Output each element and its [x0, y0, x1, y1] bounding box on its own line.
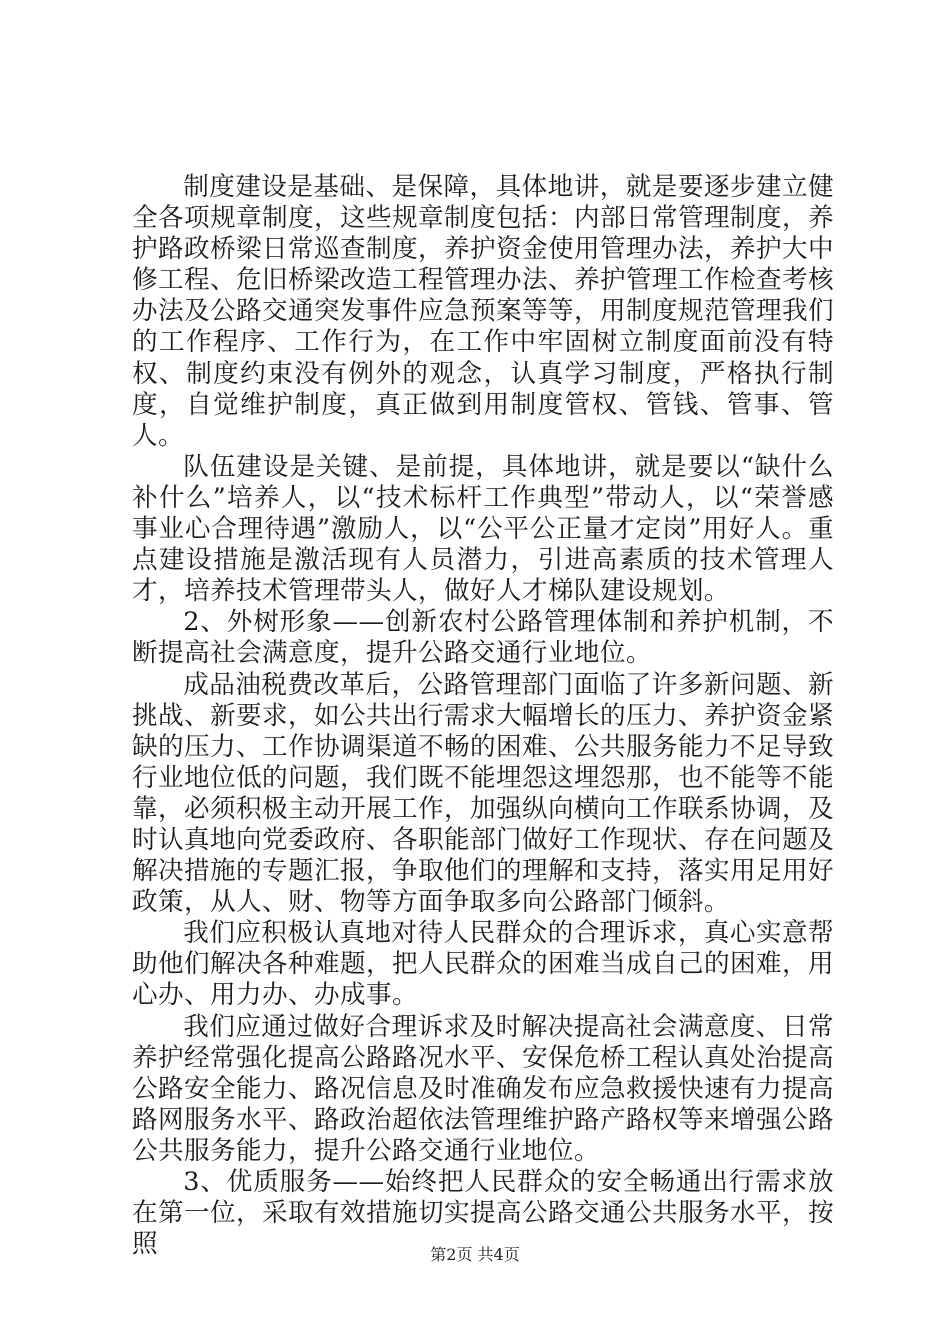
page-number-footer: 第2页 共4页 [430, 1245, 520, 1264]
paragraph-public-demands: 我们应积极认真地对待人民群众的合理诉求，真心实意帮助他们解决各种难题，把人民群众的困难当成自己的困难，用心办、用力办、办成事。 [132, 918, 834, 1011]
paragraph-public-service-capacity: 我们应通过做好合理诉求及时解决提高社会满意度、日常养护经常强化提高公路路况水平、安保危桥工程认真处治提高公路安全能力、路况信息及时准确发布应急救援快速有力提高路网服务水平、路政治超依法管理维护路产路权等来增强公路公共服务能力，提升公路交通行业地位。 [132, 1011, 834, 1166]
paragraph-institution-building: 制度建设是基础、是保障，具体地讲，就是要逐步建立健全各项规章制度，这些规章制度包括：内部日常管理制度，养护路政桥梁日常巡查制度，养护资金使用管理办法，养护大中修工程、危旧桥梁改造工程管理办法、养护管理工作检查考核办法及公路交通突发事件应急预案等等，用制度规范管理我们的工作程序、工作行为，在工作中牢固树立制度面前没有特权、制度约束没有例外的观念，认真学习制度，严格执行制度，自觉维护制度，真正做到用制度管权、管钱、管事、管人。 [132, 172, 834, 451]
paragraph-section-2-heading: 2、外树形象——创新农村公路管理体制和养护机制，不断提高社会满意度，提升公路交通行业地位。 [132, 607, 834, 669]
paragraph-fuel-tax-reform: 成品油税费改革后，公路管理部门面临了许多新问题、新挑战、新要求，如公共出行需求大幅增长的压力、养护资金紧缺的压力、工作协调渠道不畅的困难、公共服务能力不足导致行业地位低的问题，我们既不能埋怨这埋怨那，也不能等不能靠，必须积极主动开展工作，加强纵向横向工作联系协调，及时认真地向党委政府、各职能部门做好工作现状、存在问题及解决措施的专题汇报，争取他们的理解和支持，落实用足用好政策，从人、财、物等方面争取多向公路部门倾斜。 [132, 669, 834, 918]
paragraph-team-building: 队伍建设是关键、是前提，具体地讲，就是要以“缺什么补什么”培养人，以“技术标杆工作典型”带动人，以“荣誉感事业心合理待遇”激励人，以“公平公正量才定岗”用好人。重点建设措施是激活现有人员潜力，引进高素质的技术管理人才，培养技术管理带头人，做好人才梯队建设规划。 [132, 451, 834, 607]
paragraph-section-3-heading: 3、优质服务——始终把人民群众的安全畅通出行需求放在第一位，采取有效措施切实提高公路交通公共服务水平，按照 [132, 1167, 834, 1260]
document-body [132, 172, 834, 1260]
